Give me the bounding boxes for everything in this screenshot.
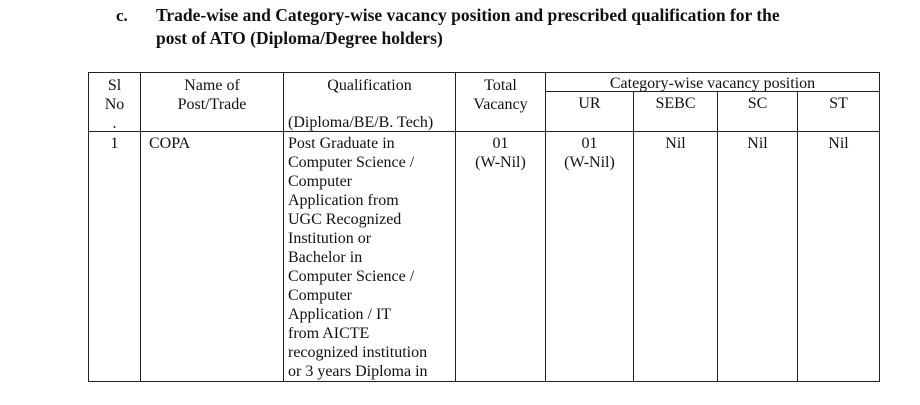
qualification-line: recognized institution bbox=[288, 344, 428, 361]
header-sl-line-1: Sl bbox=[107, 77, 122, 94]
qualification-line: Computer Science / bbox=[288, 268, 415, 285]
qualification-line: or 3 years Diploma in bbox=[288, 363, 428, 380]
header-sl-no bbox=[89, 76, 140, 133]
section-letter: c. bbox=[116, 6, 128, 25]
section-title-line-2: post of ATO (Diploma/Degree holders) bbox=[156, 28, 443, 48]
qualification-line: from AICTE bbox=[288, 325, 370, 342]
section-title bbox=[156, 4, 856, 50]
row-1-ur-line-2: (W-Nil) bbox=[564, 154, 615, 171]
header-st: ST bbox=[829, 95, 848, 112]
table-bottom-border bbox=[88, 381, 880, 382]
header-name-line-1: Name of bbox=[184, 77, 240, 94]
qualification-line: Computer Science / bbox=[288, 154, 415, 171]
qualification-line: Bachelor in bbox=[288, 249, 363, 266]
qualification-line: Application from bbox=[288, 192, 399, 209]
row-1-name: COPA bbox=[149, 135, 191, 152]
row-1-sc: Nil bbox=[747, 135, 768, 152]
section-title-line-1: Trade-wise and Category-wise vacancy position and prescribed qualification for the bbox=[156, 5, 780, 25]
row-1-ur bbox=[546, 134, 633, 172]
row-1-sebc: Nil bbox=[665, 135, 686, 152]
row-1-st: Nil bbox=[828, 135, 849, 152]
qualification-line: Computer bbox=[288, 287, 352, 304]
col-border-4 bbox=[545, 72, 546, 382]
header-total-line-1: Total bbox=[484, 77, 517, 94]
qualification-line: Application / IT bbox=[288, 306, 392, 323]
row-1-total-line-2: (W-Nil) bbox=[475, 154, 526, 171]
qualification-line: Computer bbox=[288, 173, 352, 190]
row-1-total-line-1: 01 bbox=[492, 135, 509, 152]
header-sl-line-3: . bbox=[112, 115, 117, 132]
row-1-qualification bbox=[288, 134, 454, 381]
header-total-line-2: Vacancy bbox=[473, 96, 528, 113]
header-sl-line-2: No bbox=[104, 96, 125, 113]
header-qualification: Qualification bbox=[327, 77, 412, 94]
header-sc: SC bbox=[747, 95, 768, 112]
header-bottom-border bbox=[88, 131, 880, 132]
qualification-line: Institution or bbox=[288, 230, 372, 247]
header-sebc: SEBC bbox=[655, 95, 696, 112]
header-ur: UR bbox=[578, 95, 601, 112]
col-border-1 bbox=[140, 72, 141, 382]
row-1-ur-line-1: 01 bbox=[581, 135, 598, 152]
qualification-line: UGC Recognized bbox=[288, 211, 402, 228]
col-border-2 bbox=[283, 72, 284, 382]
row-1-sl: 1 bbox=[110, 135, 119, 152]
header-category-group: Category-wise vacancy position bbox=[609, 75, 816, 92]
header-name-line-2: Post/Trade bbox=[177, 96, 247, 113]
table-top-border bbox=[88, 72, 880, 73]
row-1-total-vacancy bbox=[456, 134, 545, 172]
header-name-of-post bbox=[141, 76, 283, 114]
header-total-vacancy bbox=[456, 76, 545, 114]
header-qualification-sub: (Diploma/BE/B. Tech) bbox=[288, 114, 434, 131]
qualification-line: Post Graduate in bbox=[288, 135, 395, 152]
col-border-8 bbox=[879, 72, 880, 382]
col-border-3 bbox=[455, 72, 456, 382]
